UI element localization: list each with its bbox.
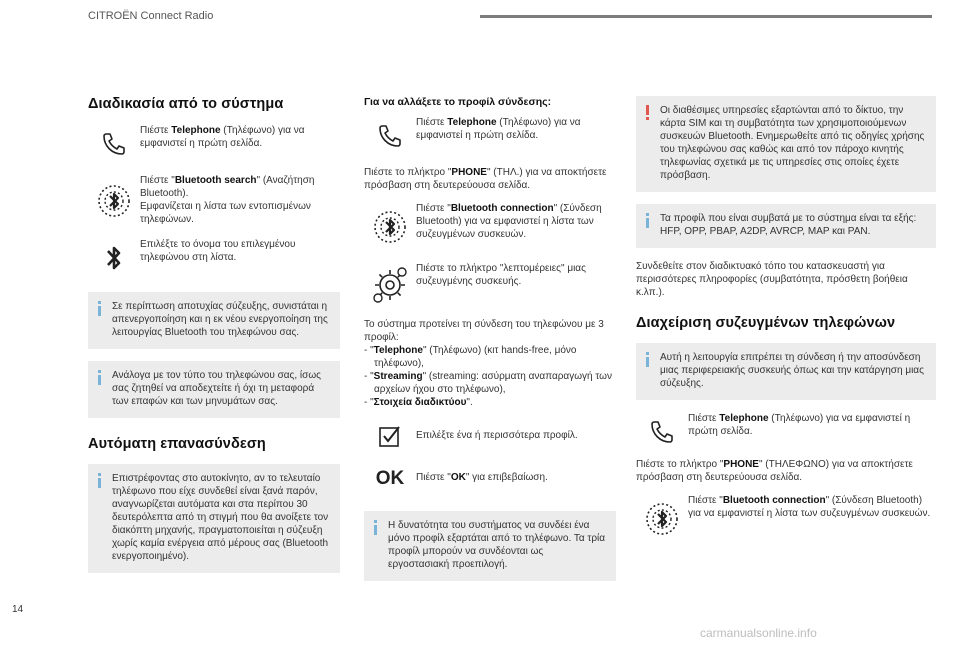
info-icon [645,213,650,228]
info-icon [97,473,102,488]
info-text: Τα προφίλ που είναι συμβατά με το σύστημα είναι τα εξής: HFP, OPP, PBAP, A2DP, AVRCP, MAP και PAN. [660,213,917,237]
step-text: Πιέστε το πλήκτρο "λεπτομέρειες" μιας συζευγμένης συσκευής. [416,263,586,287]
info-icon [373,520,378,535]
step-bluetooth-connection [364,202,616,252]
info-text: Η δυνατότητα του συστήματος να συνδέει ένα μόνο προφίλ εξαρτάται από το τηλέφωνο. Τα τρία προφίλ μπορούν να συνδέονται ως εργοστασιακή προεπιλογή. [388,520,606,570]
list-post: ". [466,397,473,408]
step-select-profiles [364,419,616,453]
step-text-pre: Πιέστε [416,117,448,128]
list-bold: Streaming [373,371,423,382]
step-telephone [364,116,616,156]
para-text-pre: Πιέστε το πλήκτρο " [364,167,452,178]
phone-icon [364,116,416,156]
checkbox-icon [364,419,416,453]
para-text-post: " (ΤΗΛ.) για να αποκτήσετε πρόσβαση στη δευτερεύουσα σελίδα. [364,167,607,191]
paragraph: Το σύστημα προτείνει τη σύνδεση του τηλεφώνου με 3 προφίλ: [364,319,604,343]
info-text: Αυτή η λειτουργία επιτρέπει τη σύνδεση ή την αποσύνδεση μιας περιφερειακής συσκευής όπως και την κατάργηση μιας σύζευξης. [660,352,924,389]
list-item [364,344,616,370]
step-text-bold: Bluetooth connection [450,203,554,214]
info-icon [97,370,102,385]
step-bluetooth-connection [636,494,936,544]
step-text-pre: Πιέστε [688,413,720,424]
step-text-pre: Πιέστε " [416,203,451,214]
page-number: 14 [12,604,24,615]
list-item [364,396,616,409]
step-telephone [636,412,936,452]
step-text-bold: Bluetooth connection [722,495,826,506]
profile-list [364,344,616,409]
step-text-bold: Telephone [171,125,221,136]
info-icon [645,352,650,367]
info-box [364,511,616,581]
step-telephone [88,124,340,164]
header-bar [480,15,932,18]
step-text-pre: Πιέστε " [688,495,723,506]
para-text-post: " (ΤΗΛΕΦΩΝΟ) για να αποκτήσετε πρόσβαση στη δευτερεύουσα σελίδα. [636,459,913,483]
gear-icon [364,262,416,308]
step-text-pre: Πιέστε " [416,472,451,483]
phone-icon [88,124,140,164]
column-2 [364,96,616,593]
list-dash: - " [364,345,374,356]
info-box [636,343,936,400]
column-3 [636,96,936,554]
ok-glyph: OK [375,468,405,489]
step-text-post: " για επιβεβαίωση. [465,472,548,483]
paragraph [364,166,616,192]
column-1 [88,96,340,585]
section-title: Αυτόματη επανασύνδεση [88,436,266,452]
step-text-post: (Τηλέφωνο) για να εμφανιστεί η πρώτη σελίδα. [140,125,305,149]
step-bluetooth-search [88,174,340,228]
step-text-pre: Πιέστε " [140,175,175,186]
step-text: Επιλέξτε ένα ή περισσότερα προφίλ. [416,430,578,441]
para-text-bold: PHONE [451,167,487,178]
list-dash: - " [364,397,374,408]
section-title: Διαδικασία από το σύστημα [88,96,284,112]
step-text-pre: Πιέστε [140,125,172,136]
list-post: " (streaming: ασύρματη αναπαραγωγή των αρχείων ήχου στο τηλέφωνο), [374,371,612,395]
info-box [88,361,340,418]
para-text-pre: Πιέστε το πλήκτρο " [636,459,724,470]
info-box [88,292,340,349]
step-text: Επιλέξτε το όνομα του επιλεγμένου τηλεφώνου στη λίστα. [140,239,296,263]
phone-icon [636,412,688,452]
info-text: Ανάλογα με τον τύπο του τηλεφώνου σας, ίσως σας ζητηθεί να αποδεχτείτε ή όχι τη μεταφορά των επαφών και των μηνυμάτων σας. [112,370,321,407]
bluetooth-search-icon [88,174,140,228]
info-box [636,204,936,248]
bluetooth-icon [88,238,140,278]
list-dash: - " [364,371,374,382]
step-text-line2: Εμφανίζεται η λίστα των εντοπισμένων τηλεφώνων. [140,201,311,225]
info-text: Σε περίπτωση αποτυχίας σύζευξης, συνιστάται η απενεργοποίηση και η εκ νέου ενεργοποίηση της λειτουργίας Bluetooth του τηλεφώνου σας. [112,301,328,338]
list-post: " (Τηλέφωνο) (κιτ hands-free, μόνο τηλέφωνο), [374,345,577,369]
list-item [364,370,616,396]
paragraph: Συνδεθείτε στον διαδικτυακό τόπο του κατασκευαστή για περισσότερες πληροφορίες (συμβατότητα, πρόσθετη βοήθεια κ.λπ.). [636,261,908,298]
subsection-title: Για να αλλάξετε το προφίλ σύνδεσης: [364,96,552,108]
bluetooth-connection-icon [636,494,688,544]
list-bold: Στοιχεία διαδικτύου [373,397,467,408]
step-text-post: " (Αναζήτηση Bluetooth). [140,175,315,199]
step-text-bold: Telephone [719,413,769,424]
paragraph [636,458,936,484]
step-text-post: " (Σύνδεση Bluetooth) για να εμφανιστεί η λίστα των συζευγμένων συσκευών. [416,203,602,240]
step-text-post: " (Σύνδεση Bluetooth) για να εμφανιστεί η λίστα των συζευγμένων συσκευών. [688,495,931,519]
step-details [364,262,616,308]
step-ok [364,463,616,495]
step-text-bold: Telephone [447,117,497,128]
step-text-post: (Τηλέφωνο) για να εμφανιστεί η πρώτη σελίδα. [416,117,581,141]
step-select-phone [88,238,340,278]
warning-icon [645,105,650,120]
step-text-post: (Τηλέφωνο) για να εμφανιστεί η πρώτη σελίδα. [688,413,911,437]
step-text-bold: Bluetooth search [174,175,257,186]
info-box [88,464,340,573]
info-text: Επιστρέφοντας στο αυτοκίνητο, αν το τελευταίο τηλέφωνο που είχε συνδεθεί είναι ξανά παρόν, αναγνωρίζεται αυτόματα και στα περίπου 30 δευτερόλεπτα από τη στιγμή που θα ανοίξετε τον διακόπτη μηχανής, πραγματοποιείται η σύζευξη χωρίς καμία ενέργεια από μέρους σας (Bluetooth ενεργοποιημένο). [112,473,329,562]
warning-box [636,96,936,192]
page-header-title: CITROËN Connect Radio [88,10,214,22]
para-text-bold: PHONE [723,459,759,470]
list-bold: Telephone [373,345,423,356]
section-title: Διαχείριση συζευγμένων τηλεφώνων [636,315,896,331]
watermark: carmanualsonline.info [700,626,817,640]
step-text-bold: OK [450,472,466,483]
info-icon [97,301,102,316]
warning-text: Οι διαθέσιμες υπηρεσίες εξαρτώνται από το δίκτυο, την κάρτα SIM και τη συμβατότητα των χρησιμοποιούμενων συσκευών Bluetooth. Ενημερωθείτε από τις οδηγίες χρήσης του τηλεφώνου σας καθώς και από τον πάροχο κινητής τηλεφωνίας σχετικά με τις υπηρεσίες στις οποίες έχετε πρόσβαση. [660,105,925,181]
ok-icon [364,463,416,495]
bluetooth-connection-icon [364,202,416,252]
